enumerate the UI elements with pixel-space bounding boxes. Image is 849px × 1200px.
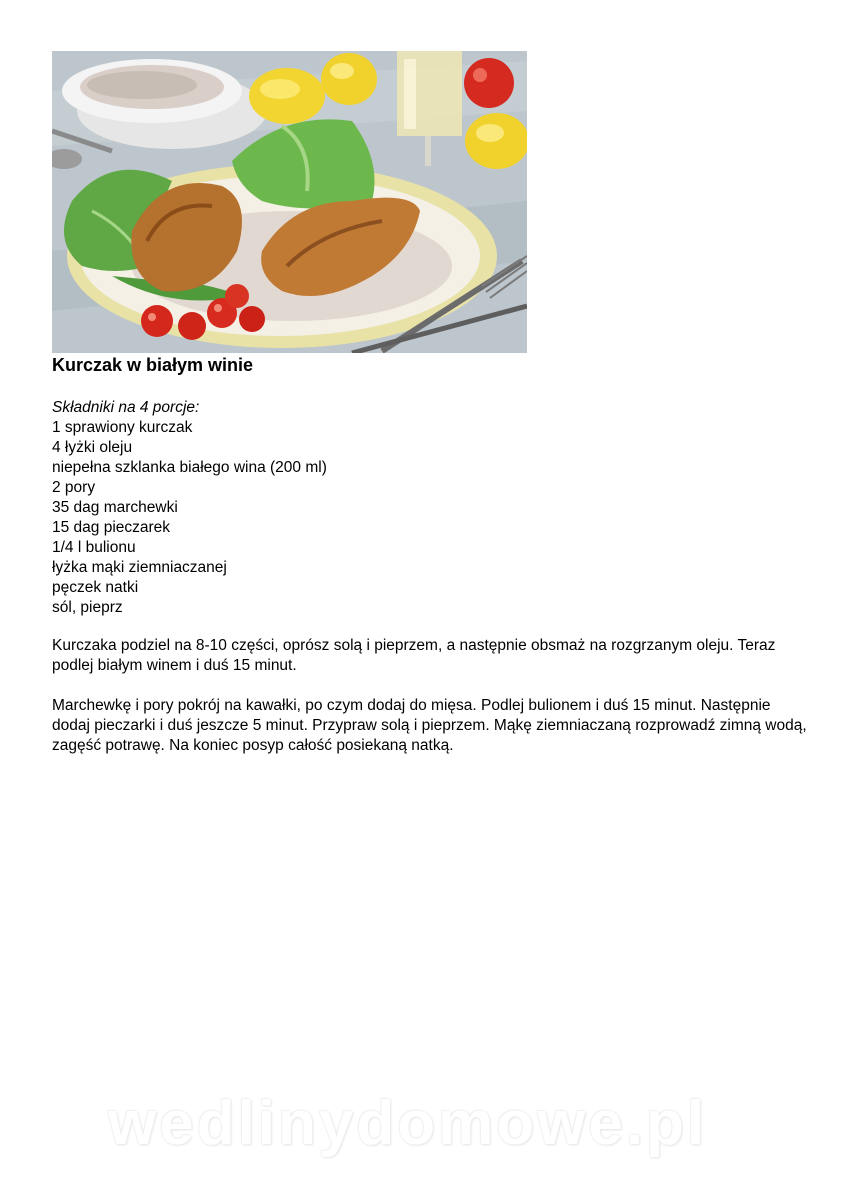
ingredients-list bbox=[52, 418, 327, 618]
ingredient-item: łyżka mąki ziemniaczanej bbox=[52, 559, 227, 576]
recipe-title: Kurczak w białym winie bbox=[52, 355, 254, 375]
ingredients-heading: Składniki na 4 porcje: bbox=[52, 399, 200, 416]
site-watermark: wedlinydomowe.pl bbox=[108, 1089, 708, 1158]
ingredient-item: 1 sprawiony kurczak bbox=[52, 419, 193, 436]
ingredient-item: 1/4 l bulionu bbox=[52, 539, 136, 556]
instructions-paragraph-2: Marchewkę i pory pokrój na kawałki, po czym dodaj do mięsa. Podlej bulionem i duś 15 minut. Następnie dodaj pieczarki i duś jeszcze 5 minut. Przypraw solą i pieprzem. Mąkę ziemniaczaną rozprowadź zimną wodą, zagęść potrawę. Na koniec posyp całość posiekaną natką. bbox=[52, 697, 807, 754]
instructions-paragraph-1: Kurczaka podziel na 8-10 części, oprósz solą i pieprzem, a następnie obsmaż na rozgrzanym oleju. Teraz podlej białym winem i duś 15 minut. bbox=[52, 637, 776, 674]
ingredient-item: niepełna szklanka białego wina (200 ml) bbox=[52, 459, 327, 476]
ingredient-item: 15 dag pieczarek bbox=[52, 519, 171, 536]
ingredient-item: sól, pieprz bbox=[52, 599, 123, 616]
ingredient-item: 35 dag marchewki bbox=[52, 499, 178, 516]
ingredient-item: pęczek natki bbox=[52, 579, 139, 596]
ingredients-section bbox=[52, 398, 327, 618]
ingredient-item: 2 pory bbox=[52, 479, 96, 496]
recipe-photo bbox=[52, 51, 527, 353]
ingredient-item: 4 łyżki oleju bbox=[52, 439, 133, 456]
